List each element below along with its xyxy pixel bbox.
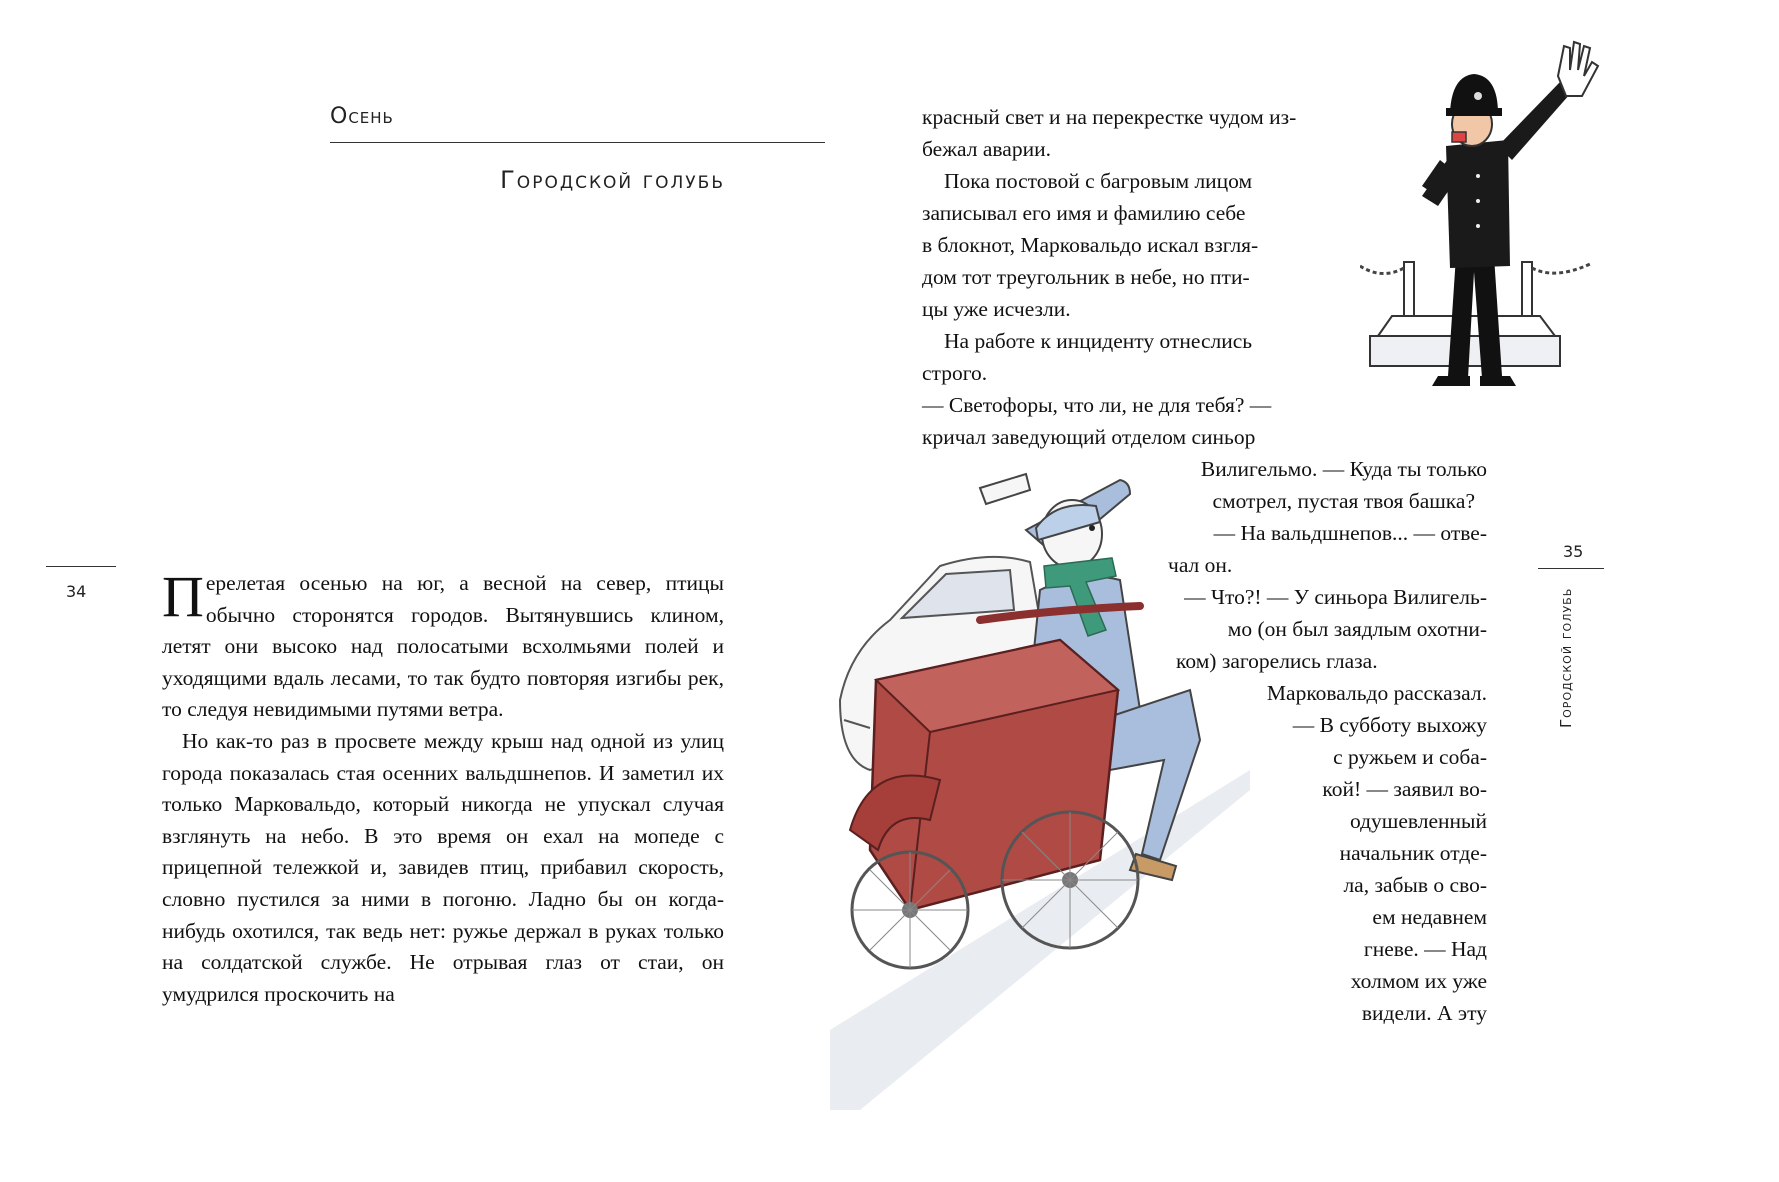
text-line: строго. bbox=[922, 361, 988, 385]
text-line: На работе к инциденту отнеслись bbox=[944, 329, 1253, 353]
text-line: ла, забыв о сво- bbox=[1343, 873, 1487, 897]
text-line: ем недавнем bbox=[1372, 905, 1487, 929]
running-title: Городской голубь bbox=[1557, 588, 1575, 729]
text-line: кой! — заявил во- bbox=[1322, 777, 1487, 801]
text-line: гневе. — Над bbox=[1363, 937, 1487, 961]
text-line: — В субботу выхожу bbox=[1292, 713, 1487, 737]
text-line: — Светофоры, что ли, не для тебя? — bbox=[922, 393, 1272, 417]
text-line: ком) загорелись глаза. bbox=[1176, 649, 1378, 673]
chapter-title: Городской голубь bbox=[500, 166, 725, 194]
paragraph-1-text: ерелетая осенью на юг, а весной на север, птицы обычно сторонятся городов. Вытянувшись клином, летят они высоко над полосатыми всхолмьями полей и уходящими вдаль лесами, то так будто повторяя изгибы рек, то следуя невидимыми путями ветра. bbox=[162, 571, 724, 722]
text-line: смотрел, пустая твоя башка? bbox=[1212, 489, 1475, 513]
paragraph-1 bbox=[162, 564, 724, 726]
folio-rule-left bbox=[46, 566, 116, 567]
text-line: бежал аварии. bbox=[922, 137, 1051, 161]
text-line: — На вальдшнепов... — отве- bbox=[1213, 521, 1487, 545]
section-header: Осень bbox=[330, 104, 394, 129]
text-line: чал он. bbox=[1168, 553, 1233, 577]
text-line: одушевленный bbox=[1349, 809, 1487, 833]
left-body-text bbox=[162, 564, 724, 1010]
text-line: с ружьем и соба- bbox=[1333, 745, 1487, 769]
text-line: кричал заведующий отделом синьор bbox=[922, 425, 1256, 449]
page-number-right: 35 bbox=[1563, 542, 1584, 561]
text-line: холмом их уже bbox=[1350, 969, 1487, 993]
text-line: цы уже исчезли. bbox=[922, 297, 1071, 321]
text-line: дом тот треугольник в небе, но пти- bbox=[922, 265, 1250, 289]
text-line: красный свет и на перекрестке чудом из- bbox=[922, 105, 1297, 129]
header-rule bbox=[330, 142, 825, 143]
text-line: Пока постовой с багровым лицом bbox=[944, 169, 1253, 193]
text-line: видели. А эту bbox=[1361, 1001, 1487, 1025]
text-line: Вилигельмо. — Куда ты только bbox=[1200, 457, 1487, 481]
drop-cap: П bbox=[162, 564, 204, 629]
text-line: мо (он был заядлым охотни- bbox=[1227, 617, 1487, 641]
text-line: — Что?! — У синьора Вилигель- bbox=[1184, 585, 1487, 609]
text-line: в блокнот, Марковальдо искал взгля- bbox=[922, 233, 1259, 257]
folio-rule-right bbox=[1538, 568, 1604, 569]
text-line: Марковальдо рассказал. bbox=[1266, 681, 1487, 705]
text-line: записывал его имя и фамилию себе bbox=[922, 201, 1246, 225]
text-line: начальник отде- bbox=[1339, 841, 1487, 865]
policeman-illustration bbox=[1360, 36, 1600, 406]
paragraph-2: Но как-то раз в просвете между крыш над одной из улиц города показалась стая осенних вальдшнепов. И заметил их только Марковальдо, который никогда не упускал случая взглянуть на небо. В это время он ехал на мопеде с прицепной тележкой и, завидев птиц, прибавил скорость, словно пустился за ними в погоню. Ладно бы он когда-нибудь охотился, так ведь нет: ружье держал в руках только на солдатской службе. Не отрывая глаз от стаи, он умудрился проскочить на bbox=[162, 728, 724, 1006]
page-number-left: 34 bbox=[66, 582, 87, 601]
